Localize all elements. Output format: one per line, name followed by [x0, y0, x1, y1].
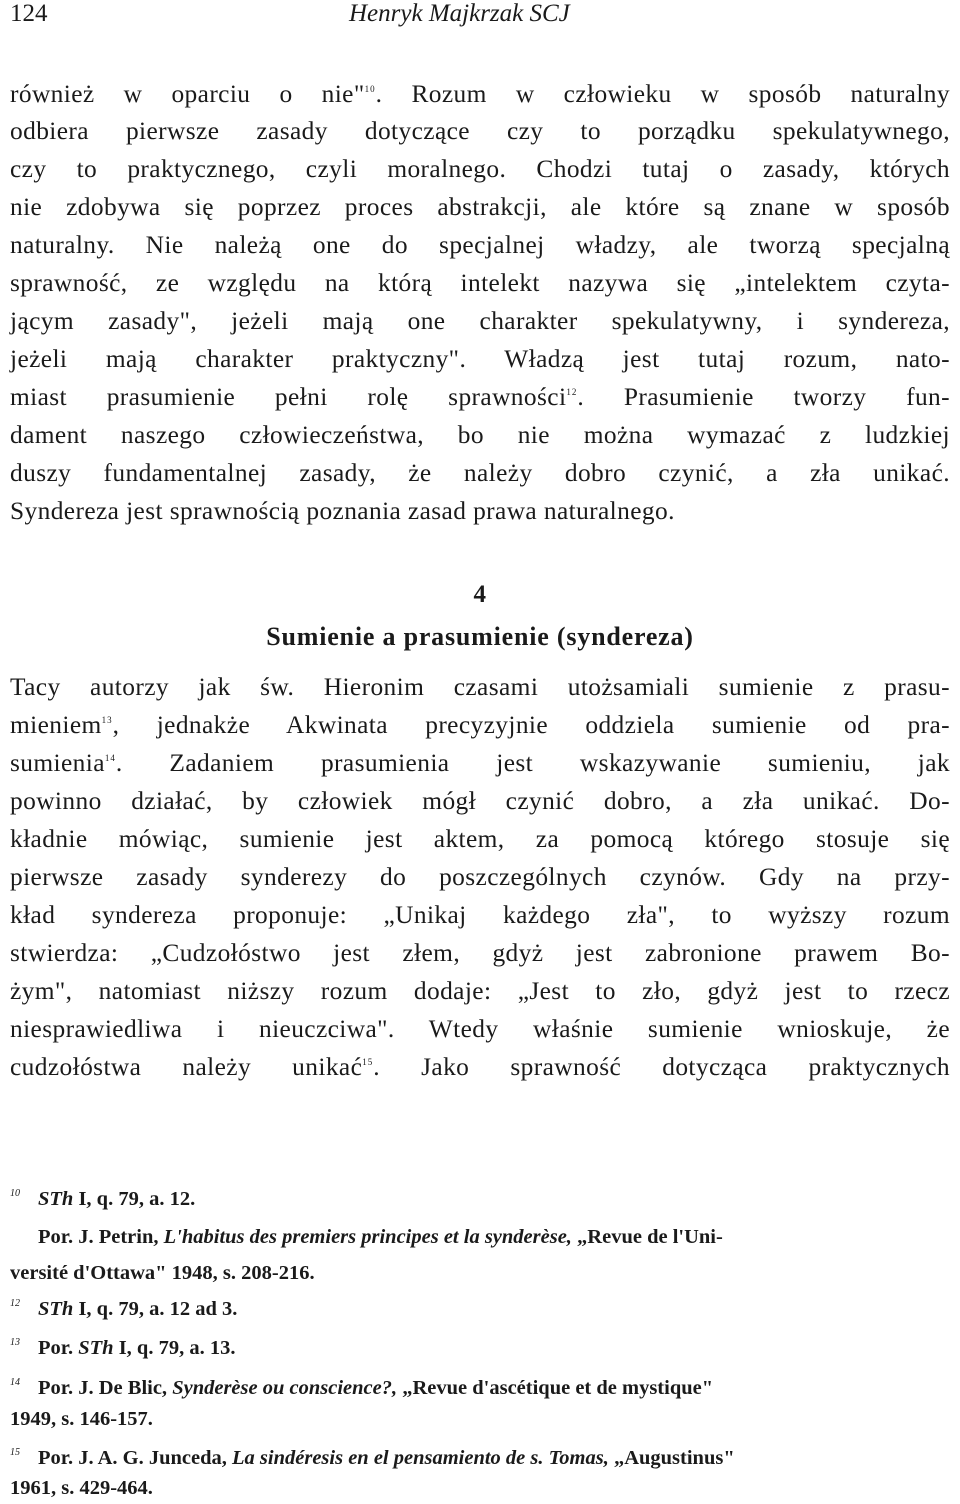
- body-line: czy to praktycznego, czyli moralnego. Chodzi tutaj o zasady, których: [10, 155, 950, 183]
- body-line: żym", natomiast niższy rozum dodaje: „Jest to zło, gdyż jest to rzecz: [10, 977, 950, 1005]
- footnote-10: 10 STh I, q. 79, a. 12.: [10, 1188, 196, 1210]
- page-number: 124: [10, 0, 48, 27]
- body-line: dament naszego człowieczeństwa, bo nie można wymazać z ludzkiej: [10, 421, 950, 449]
- body-line: niesprawiedliwa i nieuczciwa". Wtedy właśnie sumienie wnioskuje, że: [10, 1015, 950, 1043]
- body-line: kładnie mówiąc, sumienie jest aktem, za pomocą którego stosuje się: [10, 825, 950, 853]
- running-head: Henryk Majkrzak SCJ: [349, 0, 570, 27]
- body-line: miast prasumienie pełni rolę sprawności$^{12}$. Prasumienie tworzy fun-: [10, 383, 950, 411]
- body-line: odbiera pierwsze zasady dotyczące czy to porządku spekulatywnego,: [10, 117, 950, 145]
- body-line: jeżeli mają charakter praktyczny". Władzą jest tutaj rozum, nato-: [10, 345, 950, 373]
- footnote-11-cont: versité d'Ottawa" 1948, s. 208-216.: [10, 1262, 315, 1284]
- footnote-11: Por. J. Petrin, L'habitus des premiers principes et la synderèse, „Revue de l'Uni-: [38, 1226, 723, 1248]
- footnote-12: 12 STh I, q. 79, a. 12 ad 3.: [10, 1298, 238, 1320]
- body-line: nie zdobywa się poprzez proces abstrakcji, ale które są znane w sposób: [10, 193, 950, 221]
- body-line: jącym zasady", jeżeli mają one charakter spekulatywny, i syndereza,: [10, 307, 950, 335]
- footnote-ref[interactable]: 15: [362, 1057, 374, 1067]
- footnote-14: 14 Por. J. De Blic, Synderèse ou conscience?, „Revue d'ascétique et de mystique": [10, 1377, 714, 1399]
- body-line: Tacy autorzy jak św. Hieronim czasami utożsamiali sumienie z prasu-: [10, 673, 950, 701]
- page-header: [10, 0, 950, 32]
- body-line: sumienia$^{14}$. Zadaniem prasumienia jest wskazywanie sumieniu, jak: [10, 749, 950, 777]
- body-line: duszy fundamentalnej zasady, że należy dobro czynić, a zła unikać.: [10, 459, 950, 487]
- footnote-ref[interactable]: 12: [566, 387, 578, 397]
- section-title: Sumienie a prasumienie (syndereza): [266, 622, 694, 651]
- body-line: naturalny. Nie należą one do specjalnej władzy, ale tworzą specjalną: [10, 231, 950, 259]
- footnote-ref[interactable]: 13: [101, 715, 113, 725]
- body-line: cudzołóstwa należy unikać$^{15}$. Jako sprawność dotycząca praktycznych: [10, 1053, 950, 1081]
- body-line: kład syndereza proponuje: „Unikaj każdego zła", to wyższy rozum: [10, 901, 950, 929]
- footnote-ref[interactable]: 10: [364, 84, 376, 94]
- footnote-ref[interactable]: 14: [104, 753, 116, 763]
- footnote-15: 15 Por. J. A. G. Junceda, La sindéresis en el pensamiento de s. Tomas, „Augustinus": [10, 1447, 735, 1469]
- section-number: 4: [473, 581, 487, 608]
- footnote-14-cont: 1949, s. 146-157.: [10, 1408, 153, 1430]
- footnote-15-cont: 1961, s. 429-464.: [10, 1477, 153, 1499]
- body-line: stwierdza: „Cudzołóstwo jest złem, gdyż jest zabronione prawem Bo-: [10, 939, 950, 967]
- body-line: sprawność, ze względu na którą intelekt nazywa się „intelektem czyta-: [10, 269, 950, 297]
- body-line: również w oparciu o nie"$^{10}$. Rozum w człowieku w sposób naturalny: [10, 80, 950, 108]
- body-line: Syndereza jest sprawnością poznania zasad prawa naturalnego.: [10, 497, 675, 525]
- body-line: mieniem$^{13}$, jednakże Akwinata precyzyjnie oddziela sumienie od pra-: [10, 711, 950, 739]
- body-line: powinno działać, by człowiek mógł czynić dobro, a zła unikać. Do-: [10, 787, 950, 815]
- body-line: pierwsze zasady synderezy do poszczególnych czynów. Gdy na przy-: [10, 863, 950, 891]
- footnote-13: 13 Por. STh I, q. 79, a. 13.: [10, 1337, 236, 1359]
